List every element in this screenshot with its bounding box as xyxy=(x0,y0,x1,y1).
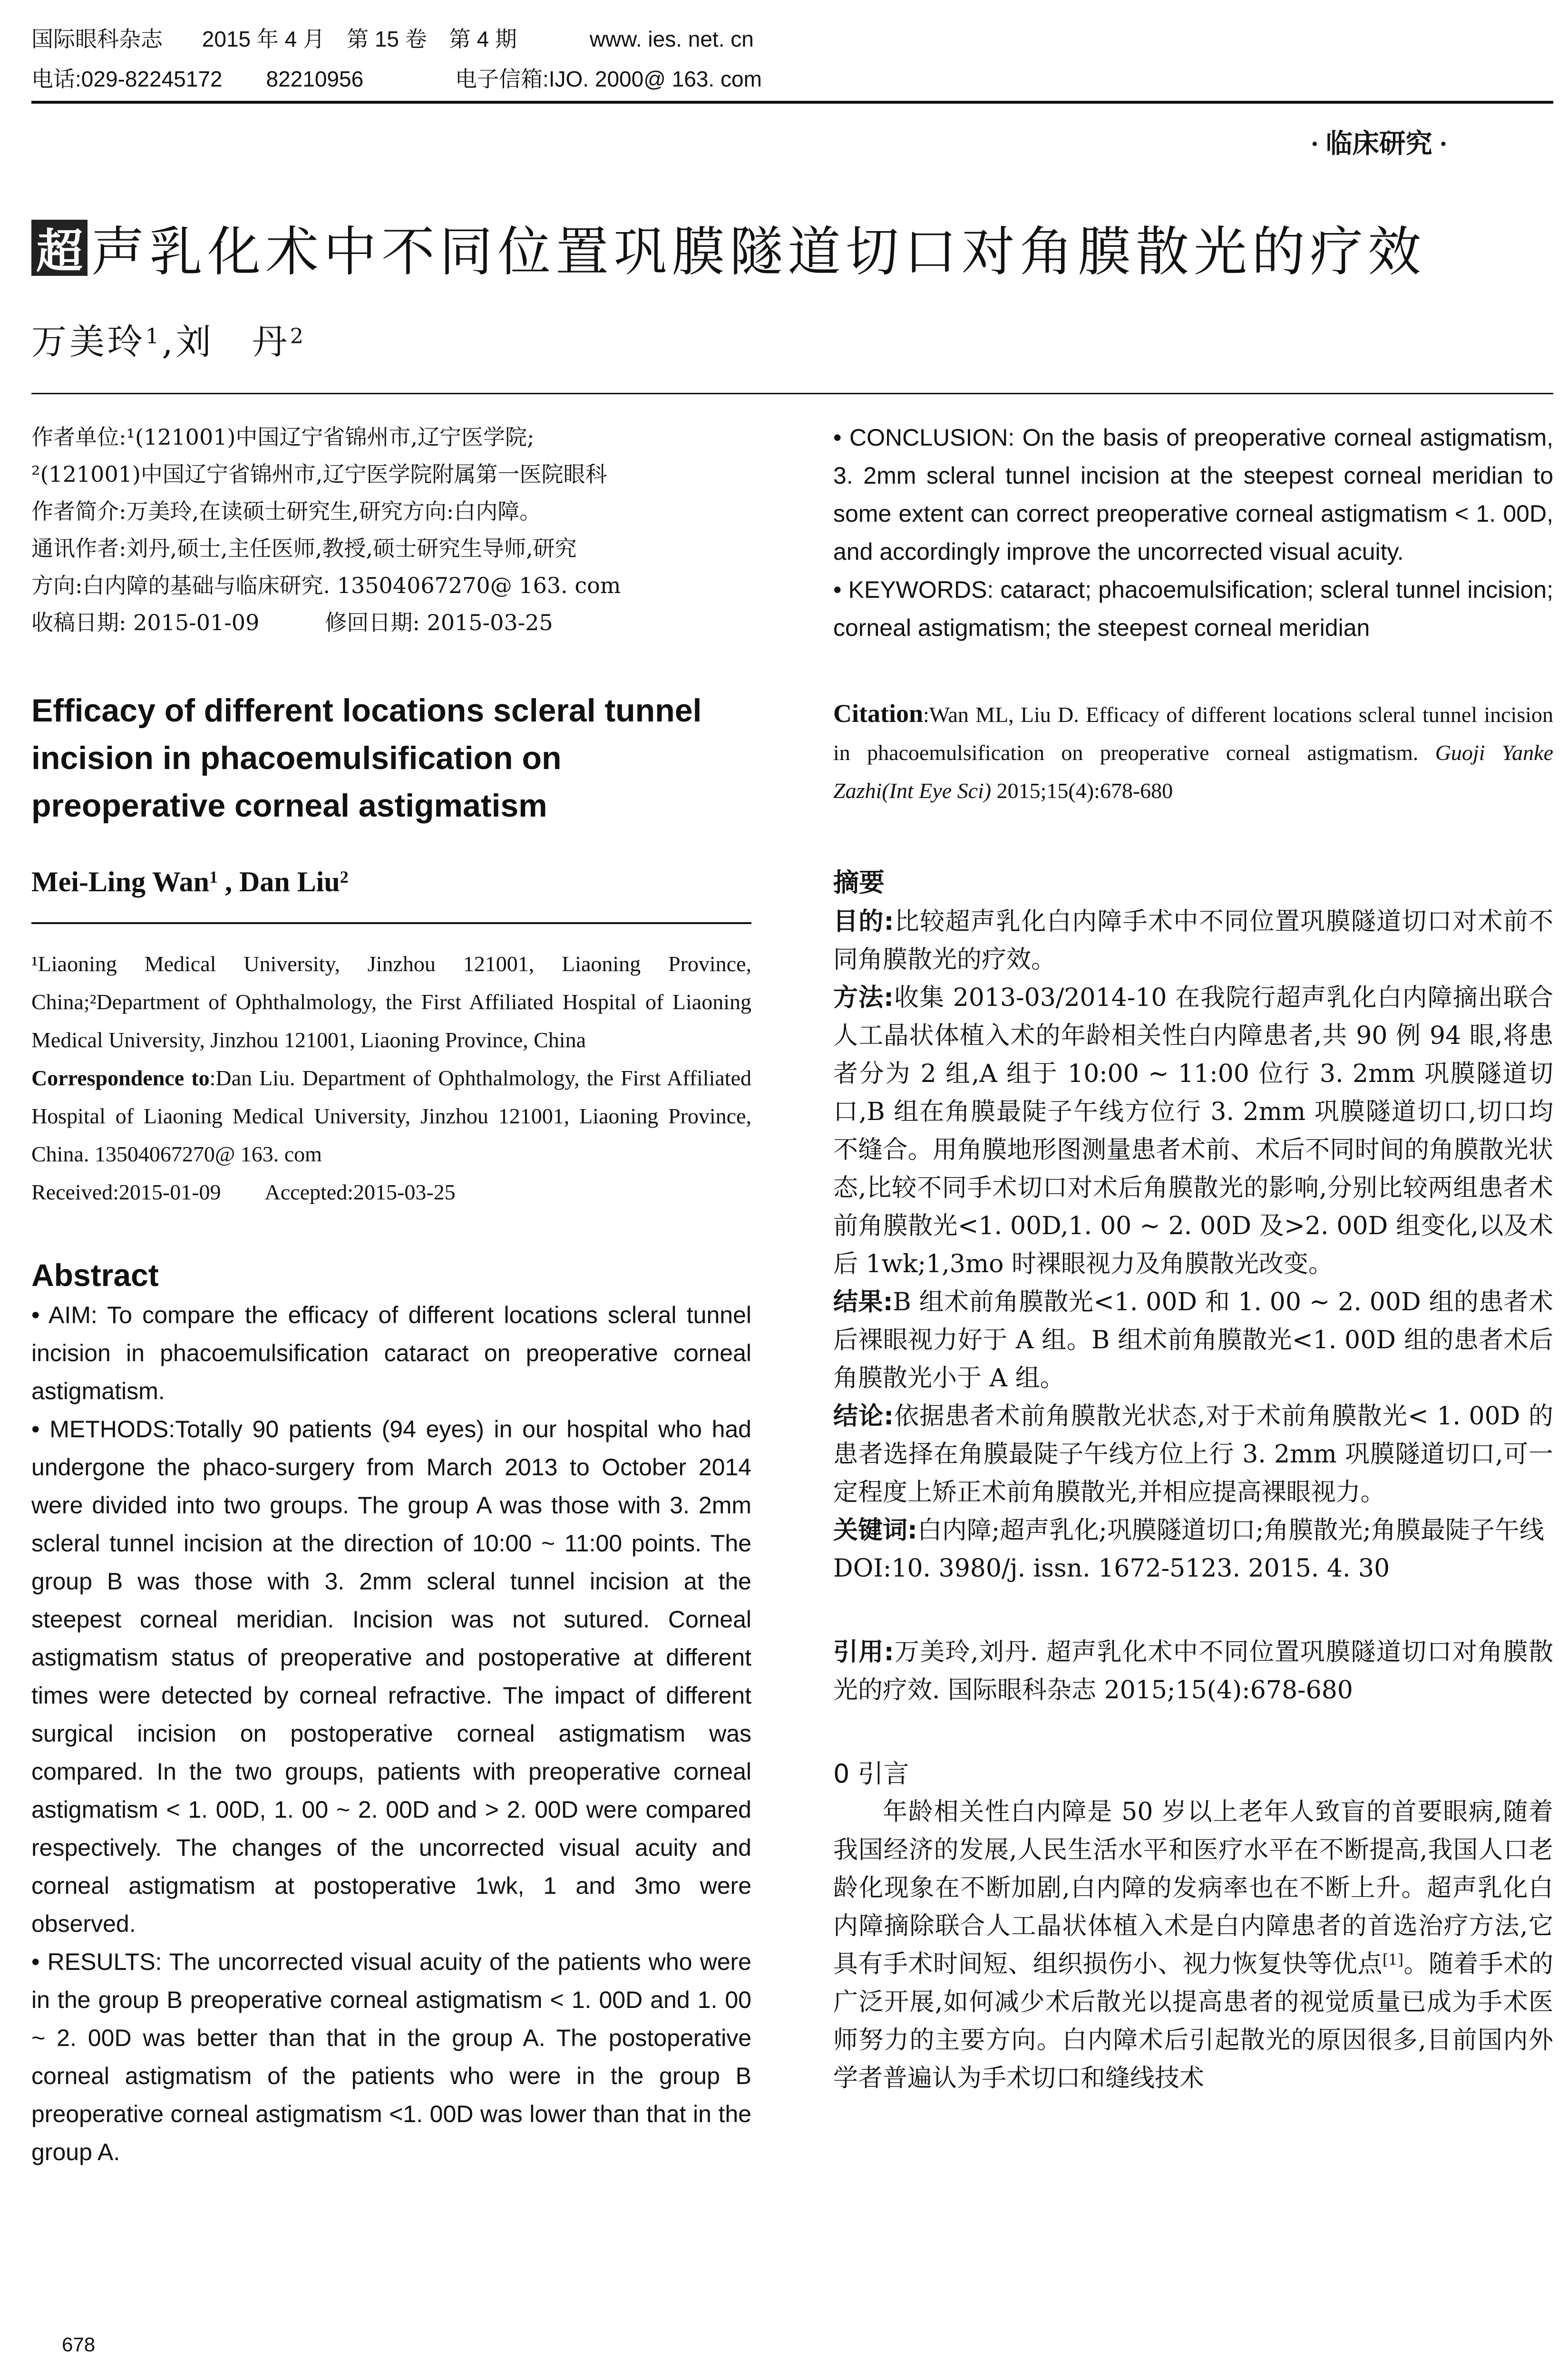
aff-en: ¹Liaoning Medical University, Jinzhou 121001, Liaoning Province, China;²Department of Ophthalmology, the First Affiliated Hospital of Liaoning Medical University, Jinzhou 121001, Liaoning Province, China xyxy=(31,952,751,1052)
journal-name: 国际眼科杂志 xyxy=(31,27,163,51)
citation-journal: Guoji Yanke Zazhi(Int Eye Sci) xyxy=(833,740,1553,803)
english-authors xyxy=(31,866,751,898)
abstract-keywords: • KEYWORDS: cataract; phacoemulsification; scleral tunnel incision; corneal astigmatism; the steepest corneal meridian xyxy=(833,576,1553,641)
abstract-methods: • METHODS:Totally 90 patients (94 eyes) in our hospital who had undergone the phaco-surgery from March 2013 to October 2014 were divided into two groups. The group A was those with 3. 2mm scleral tunnel incision at the direction of 10:00 ~ 11:00 points. The group B was those with 3. 2mm scleral tunnel incision at the steepest corneal meridian. Incision was not sutured. Corneal astigmatism status of preoperative and postoperative at different times were detected by corneal refractive. The impact of different surgical incision on postoperative corneal astigmatism was compared. In the two groups, patients with preoperative corneal astigmatism < 1. 00D, 1. 00 ~ 2. 00D and > 2. 00D were compared respectively. The changes of the uncorrected visual acuity and corneal astigmatism at postoperative 1wk, 1 and 3mo were observed. xyxy=(31,1416,751,1937)
citation-label: Citation xyxy=(833,699,923,728)
author-1: 万美玲 xyxy=(31,321,146,362)
affil-cn-2: ²(121001)中国辽宁省锦州市,辽宁医学院附属第一医院眼科 xyxy=(31,461,607,487)
cn-cite-label: 引用: xyxy=(833,1638,894,1666)
section-tag: · 临床研究 · xyxy=(1310,129,1448,159)
author-sep: , xyxy=(162,321,176,362)
method-text: 收集 2013-03/2014-10 在我院行超声乳化白内障摘出联合人工晶状体植入术的年龄相关性白内障患者,共 90 例 94 眼,将患者分为 2 组,A 组于 10:00 ~ 11:00 位行 3. 2mm 巩膜隧道切口,B 组在角膜最陡子午线方位行 3. 2mm 巩膜隧道切口,切口均不缝合。用角膜地形图测量患者术前、术后不同时间的角膜散光状态,比较不同手术切口对术后角膜散光的影响,分别比较两组患者术前角膜散光<1. 00D,1. 00 ~ 2. 00D 及>2. 00D 组变化,以及术后 1wk;1,3mo 时裸眼视力及角膜散光改变。 xyxy=(833,984,1553,1278)
cn-abstract xyxy=(833,903,1553,1588)
intro-text-1: 年龄相关性白内障是 50 岁以上老年人致盲的首要眼病,随着我国经济的发展,人民生活水平和医疗水平在不断提高,我国人口老龄化现象在不断加剧,白内障的发病率也在不断上升。超声乳化白内障摘除联合人工晶状体植入术是白内障患者的首选治疗方法,它具有手术时间短、组织损伤小、视力恢复快等优点 xyxy=(833,1798,1553,1978)
right-column xyxy=(833,419,1553,2097)
affiliations-en xyxy=(31,945,751,1211)
introduction-section xyxy=(833,1755,1553,2097)
author-2-sup: 2 xyxy=(290,324,307,349)
en-author-2-sup: 2 xyxy=(340,867,349,887)
abstract-body-left xyxy=(31,1296,751,2171)
left-column xyxy=(31,419,751,2171)
citation-tail: 2015;15(4):678-680 xyxy=(991,779,1173,803)
abstract-body-right xyxy=(833,419,1553,647)
phone-info: 电话:029-82245172 82210956 xyxy=(31,67,364,91)
cn-cite-text: 万美玲,刘丹. 超声乳化术中不同位置巩膜隧道切口对角膜散光的疗效. 国际眼科杂志 2015;15(4):678-680 xyxy=(833,1638,1553,1705)
en-author-1-sup: 1 xyxy=(209,867,218,887)
email-info: 电子信箱:IJO. 2000@ 163. com xyxy=(455,67,762,91)
affil-cn-1: 作者单位:¹(121001)中国辽宁省锦州市,辽宁医学院; xyxy=(31,424,535,450)
doi-link[interactable]: DOI:10. 3980/j. issn. 1672-5123. 2015. 4. 30 xyxy=(833,1554,1390,1583)
conclusion-text: 依据患者术前角膜散光状态,对于术前角膜散光< 1. 00D 的患者选择在角膜最陡子午线方位上行 3. 2mm 巩膜隧道切口,可一定程度上矫正术前角膜散光,并相应提高裸眼视力。 xyxy=(833,1402,1553,1507)
received-en: Received:2015-01-09 Accepted:2015-03-25 xyxy=(31,1180,456,1204)
title-rule xyxy=(31,393,1553,394)
result-text: B 组术前角膜散光<1. 00D 和 1. 00 ~ 2. 00D 组的患者术后裸眼视力好于 A 组。B 组术前角膜散光<1. 00D 组的患者术后角膜散光小于 A 组。 xyxy=(833,1288,1553,1393)
journal-header-line-2 xyxy=(31,64,762,94)
abstract-aim: • AIM: To compare the efficacy of different locations scleral tunnel incision in phacoemulsification cataract on preoperative corneal astigmatism. xyxy=(31,1302,751,1404)
intro-ref: [1] xyxy=(1382,1951,1404,1969)
corr-en: :Dan Liu. Department of Ophthalmology, the First Affiliated Hospital of Liaoning Medical University, Jinzhou 121001, Liaoning Province, China. 13504067270@ 163. com xyxy=(31,1066,751,1166)
citation-text: :Wan ML, Liu D. Efficacy of different locations scleral tunnel incision in phacoemulsification on preoperative corneal astigmatism. xyxy=(833,702,1553,765)
result-label: 结果: xyxy=(833,1288,893,1316)
conclusion-label: 结论: xyxy=(833,1402,894,1431)
affiliations-cn xyxy=(31,419,751,641)
title-badge: 超 xyxy=(31,220,88,276)
purpose-text: 比较超声乳化白内障手术中不同位置巩膜隧道切口对术前不同角膜散光的疗效。 xyxy=(833,907,1553,974)
title-text: 声乳化术中不同位置巩膜隧道切口对角膜散光的疗效 xyxy=(91,221,1426,283)
en-author-1: Mei-Ling Wan xyxy=(31,866,209,897)
abstract-results: • RESULTS: The uncorrected visual acuity of the patients who were in the group B preoperative corneal astigmatism < 1. 00D and 1. 00 ~ 2. 00D was better than that in the group A. The postoperative corneal astigmatism of the patients who were in the group B preoperative corneal astigmatism <1. 00D was lower than that in the group A. xyxy=(31,1948,751,2165)
keywords-label: 关键词: xyxy=(833,1516,917,1545)
journal-header-line-1 xyxy=(31,24,754,54)
website-link[interactable]: www. ies. net. cn xyxy=(589,27,754,51)
author-2: 刘 丹 xyxy=(175,321,290,362)
abstract-conclusion: • CONCLUSION: On the basis of preoperative corneal astigmatism, 3. 2mm scleral tunnel incision at the steepest corneal meridian to some extent can correct preoperative corneal astigmatism < 1. 00D, and accordingly improve the uncorrected visual acuity. xyxy=(833,424,1553,565)
cn-citation xyxy=(833,1633,1553,1709)
corr-cn-1: 通讯作者:刘丹,硕士,主任医师,教授,硕士研究生导师,研究 xyxy=(31,536,577,561)
corr-cn-2: 方向:白内障的基础与临床研究. 13504067270@ 163. com xyxy=(31,573,621,598)
en-author-rule xyxy=(31,922,751,924)
author-intro-cn: 作者简介:万美玲,在读硕士研究生,研究方向:白内障。 xyxy=(31,498,542,524)
en-author-2: Dan Liu xyxy=(239,866,340,897)
authors-cn xyxy=(31,314,306,364)
author-1-sup: 1 xyxy=(146,324,162,349)
citation-en xyxy=(833,694,1553,810)
abstract-heading: Abstract xyxy=(31,1257,159,1293)
dates-cn: 收稿日期: 2015-01-09 修回日期: 2015-03-25 xyxy=(31,610,553,635)
intro-text-2: 。随着手术的广泛开展,如何减少术后散光以提高患者的视觉质量已成为手术医师努力的主要方向。白内障术后引起散光的原因很多,目前国内外学者普遍认为手术切口和缝线技术 xyxy=(833,1950,1553,2093)
article-title xyxy=(31,209,1426,286)
cn-abstract-heading: 摘要 xyxy=(833,867,885,897)
corr-en-label: Correspondence to xyxy=(31,1066,210,1090)
english-title: Efficacy of different locations scleral tunnel incision in phacoemulsification on preoperative corneal astigmatism xyxy=(31,692,702,824)
intro-heading: 0 引言 xyxy=(833,1759,909,1789)
page-number: 678 xyxy=(62,2333,96,2356)
keywords-text: 白内障;超声乳化;巩膜隧道切口;角膜散光;角膜最陡子午线 xyxy=(917,1516,1544,1545)
header-rule xyxy=(31,101,1553,104)
intro-paragraph xyxy=(833,1793,1553,2097)
purpose-label: 目的: xyxy=(833,907,894,936)
issue-info: 2015 年 4 月 第 15 卷 第 4 期 xyxy=(202,27,517,51)
method-label: 方法: xyxy=(833,984,894,1012)
en-author-sep: , xyxy=(217,866,239,897)
